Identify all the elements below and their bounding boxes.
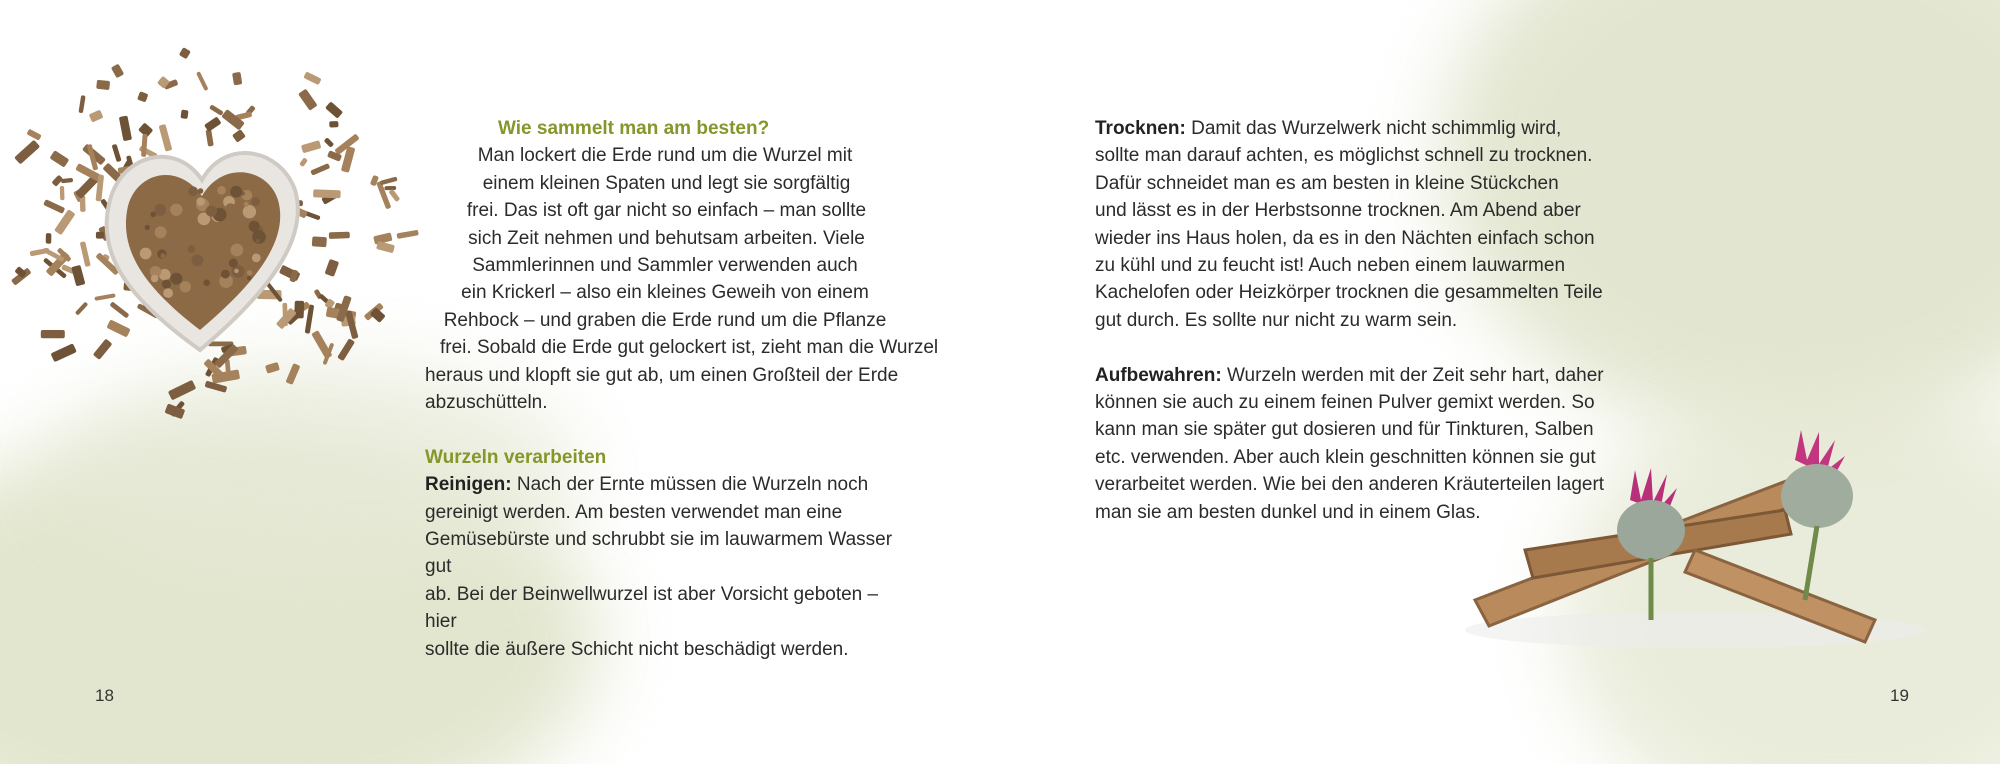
root-piece: [60, 186, 65, 200]
body-line: Nach der Ernte müssen die Wurzeln noch: [516, 474, 869, 496]
root-piece: [325, 259, 340, 277]
body-line: verarbeitet werden. Wie bei den anderen Kräuterteilen lagert: [1095, 474, 1605, 496]
root-chip: [225, 203, 236, 214]
body-line: gereinigt werden. Am besten verwendet man eine: [425, 501, 843, 523]
root-piece: [396, 230, 418, 239]
root-piece: [75, 302, 89, 316]
body-line: kann man sie später gut dosieren und für Tinkturen, Salben: [1095, 419, 1594, 441]
body-line: frei. Sobald die Erde gut gelockert ist, zieht man die Wurzel: [440, 337, 939, 359]
root-piece: [380, 177, 398, 186]
body-line: können sie auch zu einem feinen Pulver gemixt werden. So: [1095, 392, 1595, 414]
right-column: [1095, 115, 1615, 526]
root-chip: [193, 287, 204, 298]
root-chip: [256, 239, 260, 243]
drying-label: Trocknen:: [1095, 118, 1186, 139]
root-chip: [244, 237, 252, 245]
body-line: man sie am besten dunkel und in einem Glas.: [1095, 501, 1481, 523]
root-piece: [80, 241, 91, 267]
body-line: sich Zeit nehmen und behutsam arbeiten. Viele: [468, 227, 865, 249]
root-piece: [312, 236, 327, 247]
root-piece: [180, 110, 188, 119]
root-chip: [252, 254, 261, 263]
root-piece: [329, 121, 338, 128]
root-piece: [294, 301, 304, 319]
root-piece: [303, 71, 321, 85]
root-chip: [140, 248, 152, 260]
cleaning-paragraph: [425, 471, 905, 663]
body-line: Damit das Wurzelwerk nicht schimmlig wird,: [1191, 118, 1562, 139]
root-chip: [160, 253, 165, 258]
heart-tin-roots-illustration: [10, 30, 430, 430]
root-piece: [313, 189, 341, 198]
root-chip: [249, 221, 260, 232]
root-piece: [232, 72, 242, 86]
root-piece: [285, 363, 300, 385]
root-chip: [221, 270, 230, 279]
root-chip: [180, 281, 191, 292]
root-chip: [217, 186, 226, 195]
root-piece: [310, 163, 330, 175]
page-number-left: 18: [95, 686, 114, 705]
body-line: und lässt es in der Herbstsonne trocknen. Am Abend aber: [1095, 200, 1581, 222]
root-piece: [179, 47, 191, 59]
root-piece: [51, 343, 77, 362]
root-piece: [282, 303, 288, 326]
body-line: Wurzeln werden mit der Zeit sehr hart, daher: [1226, 364, 1604, 386]
thistle-flower-2: [1781, 430, 1853, 600]
root-piece: [206, 129, 214, 146]
root-piece: [111, 64, 124, 79]
body-line: zu kühl und zu feucht ist! Auch neben einem lauwarmen: [1095, 255, 1566, 277]
root-piece: [337, 338, 355, 361]
body-line: ein Krickerl – also ein kleines Geweih von einem: [461, 282, 869, 304]
root-piece: [43, 199, 65, 214]
left-column-shaped: [425, 115, 939, 663]
root-chip: [165, 239, 179, 253]
root-chip: [234, 269, 238, 273]
body-line: gut durch. Es sollte nur nicht zu warm sein.: [1095, 309, 1458, 331]
body-line: einem kleinen Spaten und legt sie sorgfältig: [482, 172, 851, 194]
root-piece: [41, 330, 65, 338]
root-piece: [46, 233, 52, 244]
root-piece: [159, 124, 173, 152]
root-chip: [196, 197, 205, 206]
root-piece: [80, 196, 86, 212]
root-piece: [301, 140, 321, 153]
root-piece: [299, 157, 308, 167]
root-chip: [203, 280, 210, 287]
root-piece: [298, 89, 318, 111]
root-piece: [376, 241, 395, 253]
root-piece: [324, 137, 335, 148]
root-piece: [54, 209, 75, 235]
root-piece: [209, 104, 224, 116]
root-piece: [109, 301, 129, 318]
root-chip: [163, 288, 173, 298]
root-chip: [244, 202, 249, 207]
body-line: wieder ins Haus holen, da es in den Nächten einfach schon: [1095, 227, 1595, 249]
root-piece: [30, 248, 50, 257]
storage-label: Aufbewahren:: [1095, 364, 1222, 386]
body-line: Man lockert die Erde rund um die Wurzel mit: [477, 145, 853, 167]
body-line: Rehbock – und graben die Erde rund um die Pflanze: [443, 309, 887, 331]
root-piece: [265, 362, 280, 374]
body-line: Gemüsebürste und schrubbt sie im lauwarmem Wasser gut: [425, 529, 893, 578]
body-line: frei. Das ist oft gar nicht so einfach – man sollte: [466, 200, 867, 222]
root-piece: [78, 95, 85, 113]
root-piece: [376, 181, 391, 210]
root-piece: [137, 91, 148, 102]
root-chip: [151, 199, 157, 205]
root-piece: [119, 116, 132, 142]
root-chip: [188, 186, 198, 196]
page-number-right: 19: [1890, 686, 1909, 705]
root-chip: [192, 255, 204, 267]
root-chip: [229, 259, 238, 268]
root-piece: [221, 109, 245, 130]
root-piece: [232, 129, 246, 143]
root-piece: [89, 110, 104, 123]
root-chip: [188, 245, 196, 253]
root-piece: [50, 150, 70, 167]
root-piece: [106, 319, 130, 337]
root-chip: [145, 225, 150, 230]
body-line: abzuschütteln.: [425, 392, 548, 414]
root-chip: [162, 280, 171, 289]
root-piece: [325, 101, 343, 118]
root-piece: [26, 129, 41, 141]
root-chip: [247, 270, 252, 275]
thistle-flower-1: [1617, 468, 1685, 620]
root-piece: [96, 80, 110, 90]
root-chip: [198, 188, 204, 194]
cleaning-label: Reinigen:: [425, 474, 512, 496]
root-chip: [206, 206, 217, 217]
root-chip: [209, 263, 219, 273]
body-line: Sammlerinnen und Sammler verwenden auch: [472, 255, 858, 277]
root-chip: [230, 186, 242, 198]
root-piece: [384, 186, 396, 190]
root-piece: [388, 189, 400, 202]
root-chip: [154, 204, 166, 216]
body-line: Dafür schneidet man es am besten in kleine Stückchen: [1095, 172, 1559, 194]
root-piece: [168, 380, 196, 401]
root-chip: [247, 276, 252, 281]
root-piece: [96, 232, 104, 239]
body-line: Kachelofen oder Heizkörper trocknen die gesammelten Teile: [1095, 282, 1603, 304]
drying-paragraph: [1095, 115, 1615, 334]
root-piece: [71, 265, 85, 287]
root-chip: [170, 273, 182, 285]
root-chip: [243, 205, 256, 218]
root-piece: [93, 339, 113, 360]
collecting-heading: Wie sammelt man am besten?: [498, 118, 770, 139]
root-piece: [112, 144, 122, 162]
storage-paragraph: [1095, 362, 1615, 526]
body-line: sollte die äußere Schicht nicht beschädigt werden.: [425, 638, 849, 660]
body-line: etc. verwenden. Aber auch klein geschnitten können sie gut: [1095, 446, 1596, 468]
root-piece: [204, 116, 222, 132]
root-chip: [155, 226, 167, 238]
body-line: heraus und klopft sie gut ab, um einen Großteil der Erde: [425, 364, 899, 386]
body-line: sollte man darauf achten, es möglichst schnell zu trocknen.: [1095, 145, 1593, 167]
root-piece: [196, 71, 209, 91]
body-line: ab. Bei der Beinwellwurzel ist aber Vorsicht geboten – hier: [425, 583, 879, 633]
root-chip: [251, 197, 260, 206]
root-piece: [51, 175, 63, 187]
root-piece: [329, 232, 350, 239]
root-chip: [151, 275, 159, 283]
root-piece: [94, 293, 115, 301]
root-chip: [170, 204, 182, 216]
root-piece: [14, 140, 40, 165]
root-chip: [231, 244, 244, 257]
processing-heading: Wurzeln verarbeiten: [425, 446, 607, 468]
root-piece: [61, 178, 73, 184]
